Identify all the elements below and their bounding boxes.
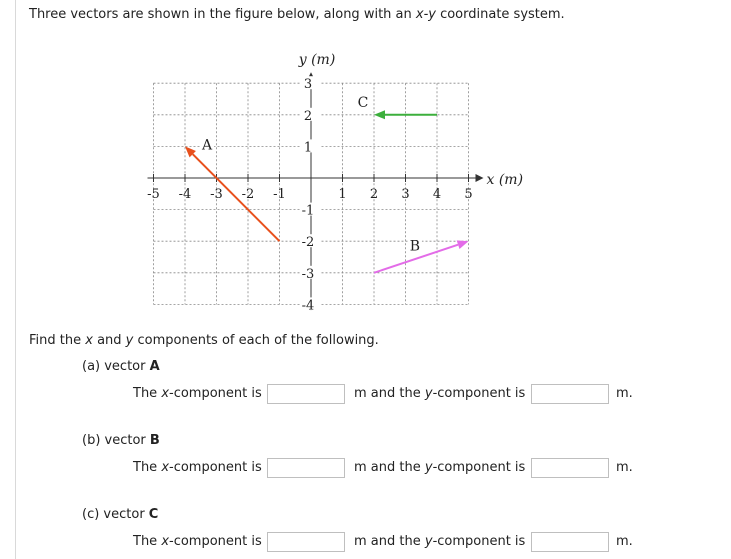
part-c-label: (c) vector C xyxy=(82,507,159,522)
vectors xyxy=(185,110,469,272)
x-tick-label: 4 xyxy=(432,187,442,202)
y-tick-label: -2 xyxy=(301,235,315,251)
part-a-unit: m. xyxy=(616,386,633,401)
x-tick-label: 5 xyxy=(464,187,473,202)
y-tick-label: -3 xyxy=(301,266,315,282)
vector-c-label: C xyxy=(357,94,369,111)
x-tick-label: -5 xyxy=(147,187,160,202)
x-tick-label: -1 xyxy=(273,187,286,202)
y-axis-label: y (m) xyxy=(298,52,336,69)
part-a-m-and-y: m and the y-component is xyxy=(354,386,526,401)
vector-b-x-input[interactable] xyxy=(267,458,345,478)
xy-variable: x-y xyxy=(415,7,436,22)
x-tick-label: -2 xyxy=(241,187,255,202)
vector-c-x-input[interactable] xyxy=(267,532,345,552)
vector-a-y-input[interactable] xyxy=(531,384,609,404)
y-tick-label: 2 xyxy=(303,108,313,124)
part-b-label: (b) vector B xyxy=(82,433,160,448)
vector-c-y-input[interactable] xyxy=(531,532,609,552)
vector-b-label: B xyxy=(409,238,421,255)
vector-c-name: C xyxy=(148,507,159,522)
figure-labels xyxy=(147,52,523,313)
vector-a-label: A xyxy=(201,137,213,154)
part-c-unit: m. xyxy=(616,534,633,549)
part-b-unit: m. xyxy=(616,460,633,475)
find-instruction: Find the x and y components of each of the following. xyxy=(29,333,379,348)
part-c-m-and-y: m and the y-component is xyxy=(354,534,526,549)
part-a-label: (a) vector A xyxy=(82,359,160,374)
part-b-row: The x-component is xyxy=(133,460,262,475)
vector-c-arrowhead xyxy=(374,110,385,119)
vector-a-shaft xyxy=(193,154,280,241)
vector-b-arrowhead xyxy=(457,240,469,249)
question-intro: Three vectors are shown in the figure below, along with an x-y coordinate system. xyxy=(29,7,565,22)
part-c-row: The x-component is xyxy=(133,534,262,549)
x-axis-label: x (m) xyxy=(486,172,524,188)
x-tick-label: 3 xyxy=(401,187,410,202)
x-tick-label: 2 xyxy=(369,187,379,202)
part-b-m-and-y: m and the y-component is xyxy=(354,460,526,475)
x-tick-label: -3 xyxy=(210,187,223,202)
y-tick-label: -4 xyxy=(301,298,315,314)
y-tick-label: 1 xyxy=(303,140,313,156)
vector-a-name: A xyxy=(149,359,160,374)
vector-figure xyxy=(125,44,545,324)
x-tick-label: -4 xyxy=(178,187,192,202)
vector-b-y-input[interactable] xyxy=(531,458,609,478)
x-tick-label: 1 xyxy=(338,187,347,202)
part-a-row: The x-component is xyxy=(133,386,262,401)
vector-a-x-input[interactable] xyxy=(267,384,345,404)
y-tick-label: 3 xyxy=(303,77,313,93)
vector-b-name: B xyxy=(149,433,160,448)
y-tick-label: -1 xyxy=(301,203,315,219)
content-left-border xyxy=(15,0,16,559)
